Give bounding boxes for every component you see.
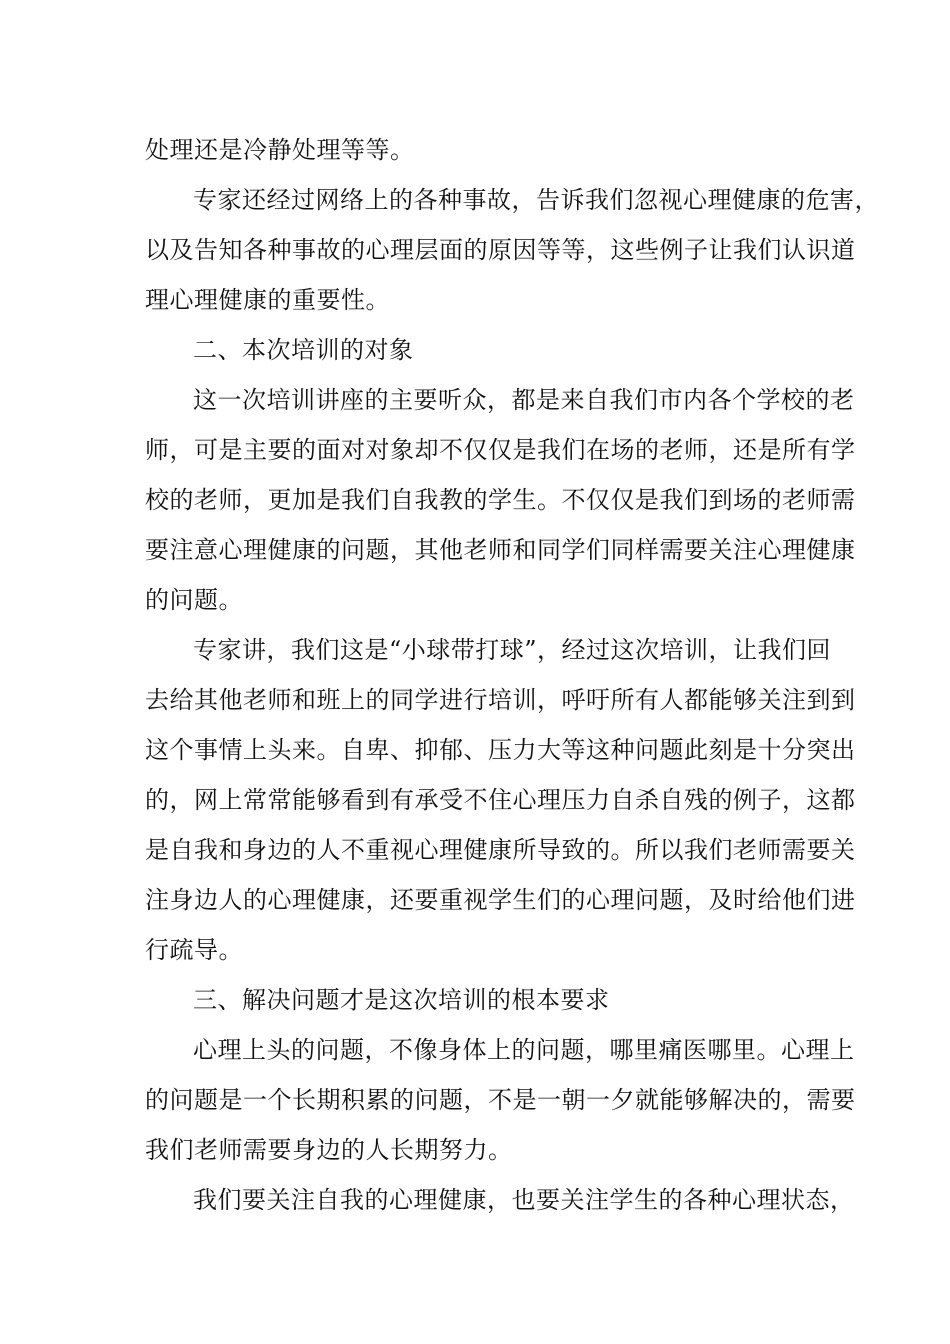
text-line: 以及告知各种事故的心理层面的原因等等，这些例子让我们认识道 xyxy=(145,236,856,264)
text-line: 专家还经过网络上的各种事故，告诉我们忽视心理健康的危害， xyxy=(193,186,879,214)
text-line: 的问题是一个长期积累的问题，不是一朝一夕就能够解决的，需要 xyxy=(145,1086,856,1114)
text-line: 注身边人的心理健康，还要重视学生们的心理问题，及时给他们进 xyxy=(145,886,856,914)
text-line: 行疏导。 xyxy=(145,936,243,964)
text-line: 的问题。 xyxy=(145,586,243,614)
text-line: 师，可是主要的面对对象却不仅仅是我们在场的老师，还是所有学 xyxy=(145,436,856,464)
text-line: 理心理健康的重要性。 xyxy=(145,286,390,314)
text-line: 去给其他老师和班上的同学进行培训，呼吁所有人都能够关注到到 xyxy=(145,686,856,714)
text-line: 处理还是冷静处理等等。 xyxy=(145,136,415,164)
text-line: 这一次培训讲座的主要听众，都是来自我们市内各个学校的老 xyxy=(193,386,855,414)
text-line: 我们老师需要身边的人长期努力。 xyxy=(145,1136,513,1164)
text-line: 专家讲，我们这是“小球带打球”，经过这次培训，让我们回 xyxy=(193,636,832,664)
body-text xyxy=(145,125,879,1225)
text-line: 校的老师，更加是我们自我教的学生。不仅仅是我们到场的老师需 xyxy=(145,486,856,514)
text-line: 是自我和身边的人不重视心理健康所导致的。所以我们老师需要关 xyxy=(145,836,856,864)
text-line: 我们要关注自我的心理健康，也要关注学生的各种心理状态， xyxy=(193,1186,855,1214)
text-line: 要注意心理健康的问题，其他老师和同学们同样需要关注心理健康 xyxy=(145,536,856,564)
text-line: 的，网上常常能够看到有承受不住心理压力自杀自残的例子，这都 xyxy=(145,786,856,814)
section-heading: 二、本次培训的对象 xyxy=(193,336,414,364)
section-heading: 三、解决问题才是这次培训的根本要求 xyxy=(193,986,610,1014)
text-line: 这个事情上头来。自卑、抑郁、压力大等这种问题此刻是十分突出 xyxy=(145,736,856,764)
text-line: 心理上头的问题，不像身体上的问题，哪里痛医哪里。心理上 xyxy=(193,1036,855,1064)
